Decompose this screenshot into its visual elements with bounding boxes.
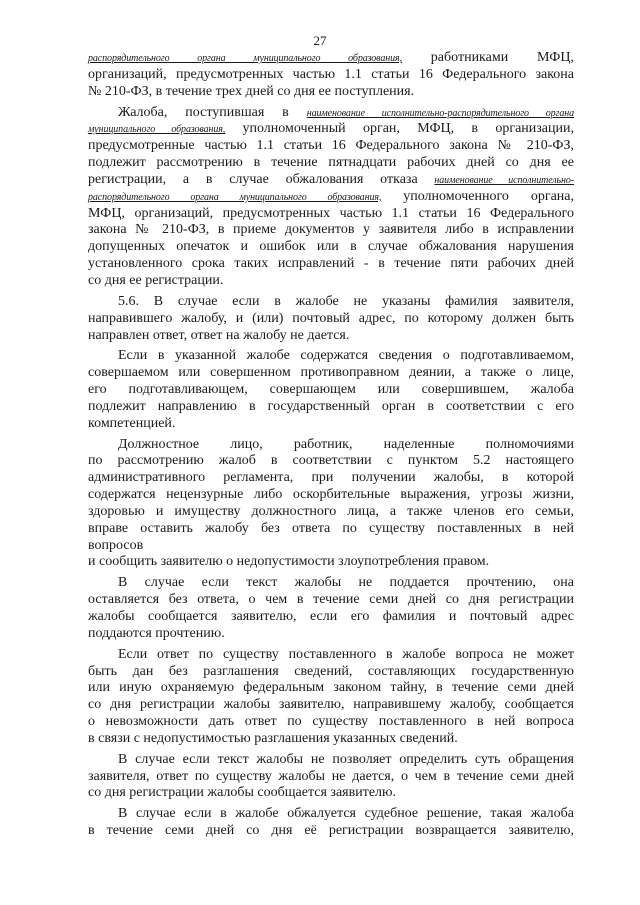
text-line: подлежит направлению в государственный орган в соответствии с его	[88, 398, 574, 414]
text-line: о невозможности дать ответ по существу поставленного в ней вопроса	[88, 714, 574, 730]
text-line: В случае если в жалобе обжалуется судебное решение, такая жалоба	[118, 806, 574, 822]
handwritten-insert: муниципального образования,	[88, 124, 226, 136]
text-line: Если ответ по существу поставленного в жалобе вопроса не может	[118, 646, 574, 662]
text-line: заявителя, ответ по существу жалобы не дается, о чем в течение семи дней	[88, 768, 574, 784]
text-line	[88, 105, 574, 122]
text-line: в течение семи дней со дня её регистрации возвращается заявителю,	[88, 823, 574, 839]
text-line: со дня регистрации жалобы заявителю, направившему жалобу, сообщается	[88, 697, 574, 713]
text-line: допущенных опечаток и ошибок или в случае обжалования нарушения	[88, 239, 574, 255]
text-line: № 210-ФЗ, в течение трех дней со дня ее поступления.	[88, 83, 415, 99]
text-fragment: Жалоба, поступившая в	[118, 104, 307, 120]
text-line: компетенцией.	[88, 415, 176, 431]
text-line	[88, 172, 574, 189]
text-fragment: работниками МФЦ,	[401, 50, 574, 65]
text-line: или иную охраняемую федеральным законом тайну, в течение семи дней	[88, 680, 574, 696]
text-line: содержатся нецензурные либо оскорбительные выражения, угрозы жизни,	[88, 487, 574, 503]
text-line: совершаемом или совершенном противоправном деянии, а также о лице,	[88, 365, 574, 381]
paragraph-7	[88, 647, 574, 748]
text-line: поддаются прочтению.	[88, 625, 225, 641]
text-fragment: уполномоченный орган, МФЦ, в организации,	[225, 121, 574, 137]
paragraph-6	[88, 575, 574, 642]
paragraph-2	[88, 105, 574, 290]
handwritten-insert: наименование исполнительно-	[434, 174, 575, 186]
text-line: МФЦ, организаций, предусмотренных частью 1.1 статьи 16 Федерального	[88, 205, 574, 221]
text-line: вправе оставить жалобу без ответа по существу поставленных в ней	[88, 520, 574, 536]
text-line	[88, 50, 574, 67]
text-line	[88, 189, 574, 206]
paragraph-8	[88, 752, 574, 803]
text-line: административного регламента, при получении жалобы, в которой	[88, 470, 574, 486]
text-line: направившего жалобу, и (или) почтовый адрес, по которому должен быть	[88, 310, 574, 326]
text-line	[88, 121, 574, 138]
text-line: вопросов	[88, 537, 144, 553]
text-line: и сообщить заявителю о недопустимости злоупотребления правом.	[88, 554, 490, 570]
text-line: его подготавливающем, совершающем или совершившем, жалоба	[88, 382, 574, 398]
paragraph-3	[88, 294, 574, 345]
paragraph-9	[88, 806, 574, 840]
paragraph-1	[88, 50, 574, 101]
text-line: 5.6. В случае если в жалобе не указаны фамилия заявителя,	[118, 293, 574, 309]
text-line: В случае если текст жалобы не поддается прочтению, она	[118, 575, 574, 591]
paragraph-5	[88, 437, 574, 572]
text-line: быть дан без разглашения сведений, составляющих государственную	[88, 663, 574, 679]
text-line: здоровью и имуществу должностного лица, а также членов его семьи,	[88, 503, 574, 519]
handwritten-insert: распорядительного органа муниципального образования,	[88, 53, 402, 64]
handwritten-insert: наименование исполнительно-распорядительного органа	[306, 107, 575, 119]
text-line: в связи с недопустимостью разглашения указанных сведений.	[88, 730, 458, 746]
text-line: оставляется без ответа, о чем в течение семи дней со дня регистрации	[88, 592, 574, 608]
page-number: 27	[313, 33, 327, 48]
text-line: организаций, предусмотренных частью 1.1 статьи 16 Федерального закона	[88, 66, 574, 82]
document-body	[88, 50, 574, 840]
text-line: Если в указанной жалобе содержатся сведения о подготавливаемом,	[118, 348, 574, 364]
paragraph-4	[88, 348, 574, 432]
text-line: направлен ответ, ответ на жалобу не дается.	[88, 327, 350, 343]
text-line: со дня ее регистрации.	[88, 272, 224, 288]
text-line: установленного срока таких исправлений - в течение пяти рабочих дней	[88, 256, 574, 272]
text-fragment: регистрации, а в случае обжалования отказа	[88, 171, 435, 187]
text-line: закона № 210-ФЗ, в приеме документов у заявителя либо в исправлении	[88, 222, 574, 238]
text-fragment: уполномоченного органа,	[381, 188, 574, 204]
text-line: по рассмотрению жалоб в соответствии с пунктом 5.2 настоящего	[88, 453, 574, 469]
text-line: Должностное лицо, работник, наделенные полномочиями	[118, 436, 574, 452]
text-line: жалобы сообщается заявителю, если его фамилия и почтовый адрес	[88, 609, 574, 624]
text-line: В случае если текст жалобы не позволяет определить суть обращения	[118, 751, 574, 767]
handwritten-insert: распорядительного органа муниципального образования,	[88, 191, 382, 203]
text-line: подлежит рассмотрению в течение пятнадцати рабочих дней со дня ее	[88, 155, 574, 171]
text-line: предусмотренные частью 1.1 статьи 16 Федерального закона № 210-ФЗ,	[88, 138, 574, 154]
text-line: со дня регистрации жалобы сообщается заявителю.	[88, 785, 396, 801]
